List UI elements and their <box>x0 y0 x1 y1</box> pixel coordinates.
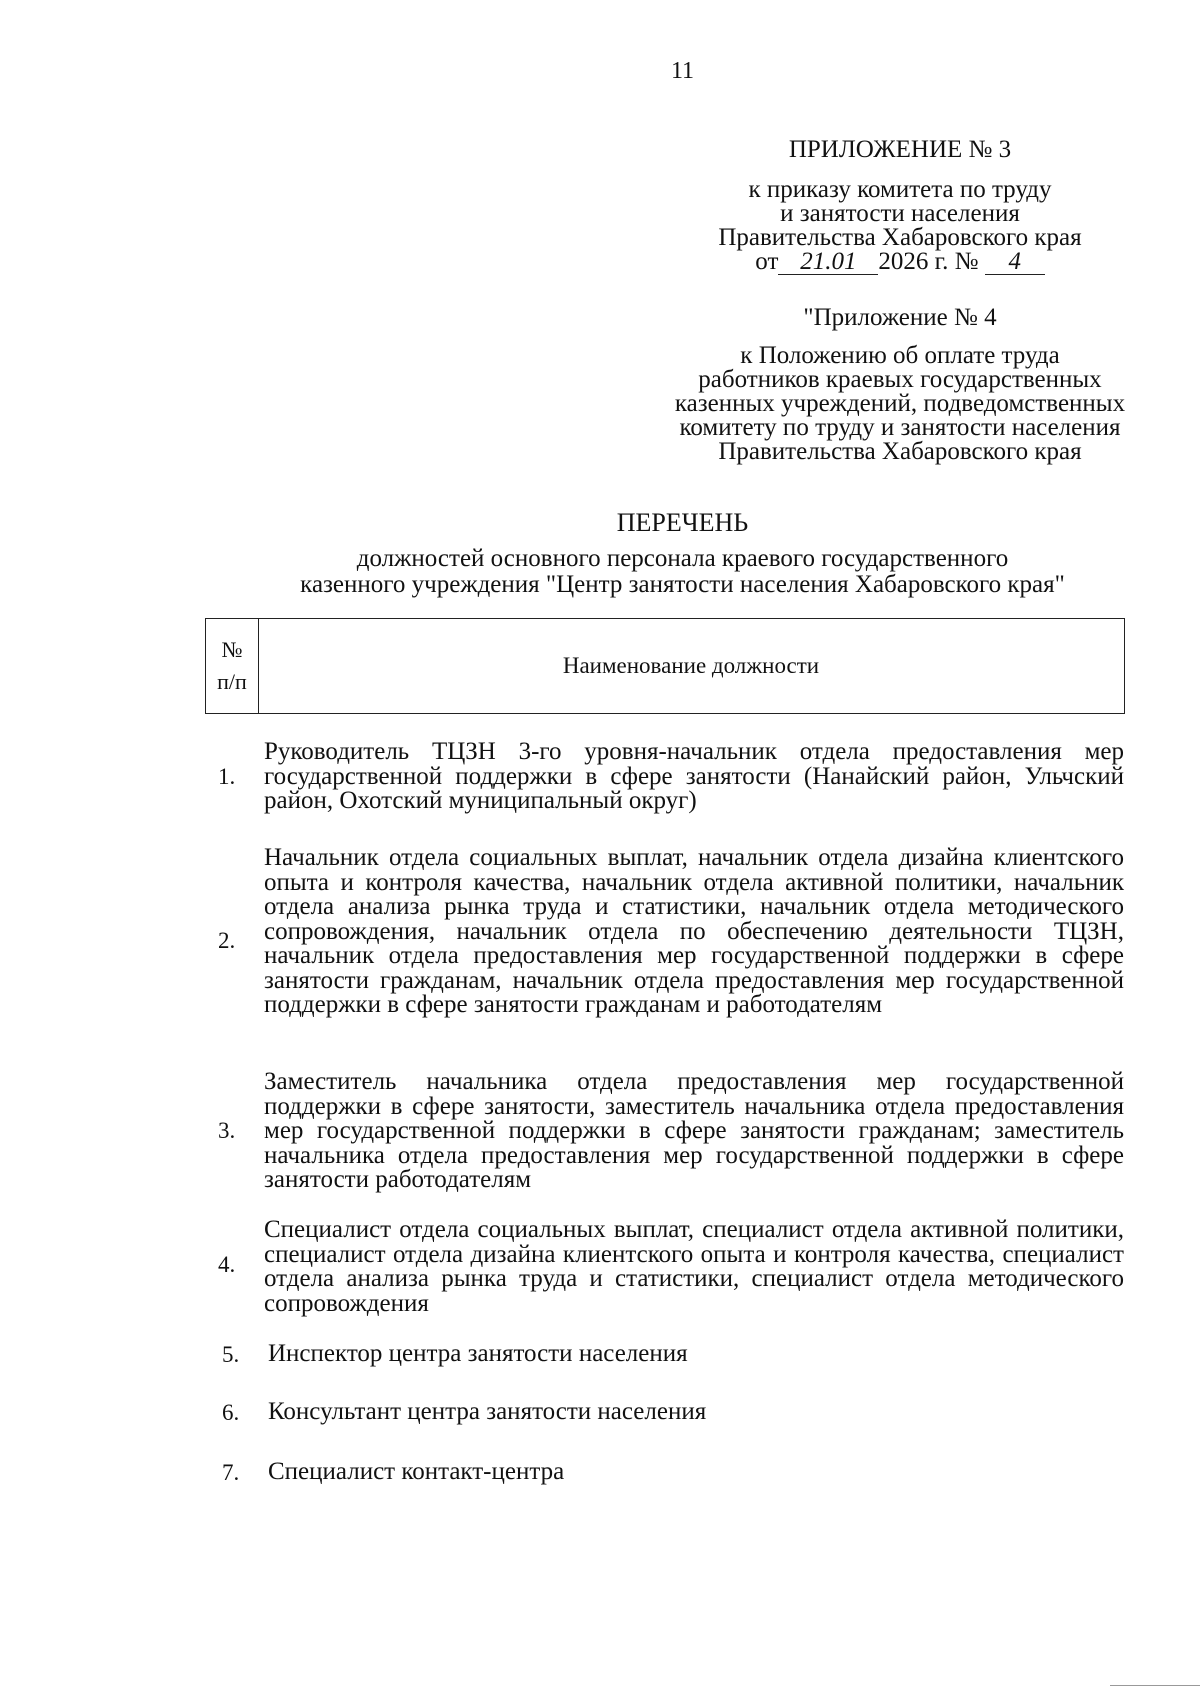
list-item: Заместитель начальника отдела предоставления мер государственной поддержки в сфере занятости, заместитель начальника отдела предоставления мер государственной поддержки в сфере занятости гражданам; заместитель начальника отдела предоставления мер государственной поддержки в сфере занятости работодателям <box>264 1068 1124 1193</box>
handwritten-number: 4 <box>985 250 1045 275</box>
appendix-line2: и занятости населения <box>780 200 1020 227</box>
document-subtitle-line1: должностей основного персонала краевого государственного <box>356 545 1009 572</box>
item-number: 7. <box>222 1460 240 1485</box>
list-item: Консультант центра занятости населения <box>268 1398 707 1425</box>
number-abbrev: п/п <box>217 669 247 694</box>
item-number: 5. <box>222 1342 240 1367</box>
attachment-line5: Правительства Хабаровского края <box>718 438 1082 465</box>
document-title: ПЕРЕЧЕНЬ <box>616 508 749 537</box>
list-item: Специалист контакт-центра <box>268 1458 565 1485</box>
list-item: Начальник отдела социальных выплат, начальник отдела дизайна клиентского опыта и контроля качества, начальник отдела активной политики, начальник отдела анализа рынка труда и статистики, начальник отдела методического сопровождения, начальник отдела по обеспечению деятельности ТЦЗН, начальник отдела предоставления мер государственной поддержки в сфере занятости гражданам, начальник отдела предоставления мер государственной поддержки в сфере занятости гражданам и работодателям <box>264 844 1124 1018</box>
handwritten-date: 21.01 <box>778 250 878 275</box>
attachment-line3: казенных учреждений, подведомственных <box>674 390 1126 417</box>
page-number: 11 <box>670 58 695 84</box>
list-item: Специалист отдела социальных выплат, специалист отдела активной политики, специалист отдела дизайна клиентского опыта и контроля качества, специалист отдела анализа рынка труда и статистики, специалист отдела методического сопровождения <box>264 1216 1124 1317</box>
attachment-line4: комитету по труду и занятости населения <box>679 414 1121 441</box>
item-number: 6. <box>222 1400 240 1425</box>
item-number: 4. <box>218 1252 236 1277</box>
number-column-header <box>206 619 259 713</box>
table-header <box>205 618 1125 714</box>
appendix-date-line <box>640 250 1160 275</box>
attachment-line1: к Положению об оплате труда <box>740 342 1060 369</box>
appendix-line3: Правительства Хабаровского края <box>718 224 1082 251</box>
document-subtitle-line2: казенного учреждения "Центр занятости населения Хабаровского края" <box>300 571 1065 598</box>
date-prefix: от <box>755 248 779 275</box>
position-name-header: Наименование должности <box>562 653 820 678</box>
item-number: 3. <box>218 1118 236 1143</box>
year-number-label: 2026 г. № <box>878 248 979 275</box>
scan-edge-line <box>1110 1685 1200 1686</box>
attachment-title: "Приложение № 4 <box>803 304 997 331</box>
list-item: Руководитель ТЦЗН 3-го уровня-начальник отдела предоставления мер государственной поддержки в сфере занятости (Нанайский район, Ульчский район, Охотский муниципальный округ) <box>264 738 1124 814</box>
number-sign: № <box>221 637 243 662</box>
list-item: Инспектор центра занятости населения <box>268 1340 688 1367</box>
item-number: 1. <box>218 764 236 789</box>
attachment-line2: работников краевых государственных <box>698 366 1102 393</box>
appendix-line1: к приказу комитета по труду <box>748 176 1052 203</box>
appendix-title: ПРИЛОЖЕНИЕ № 3 <box>788 136 1012 163</box>
item-number: 2. <box>218 928 236 953</box>
